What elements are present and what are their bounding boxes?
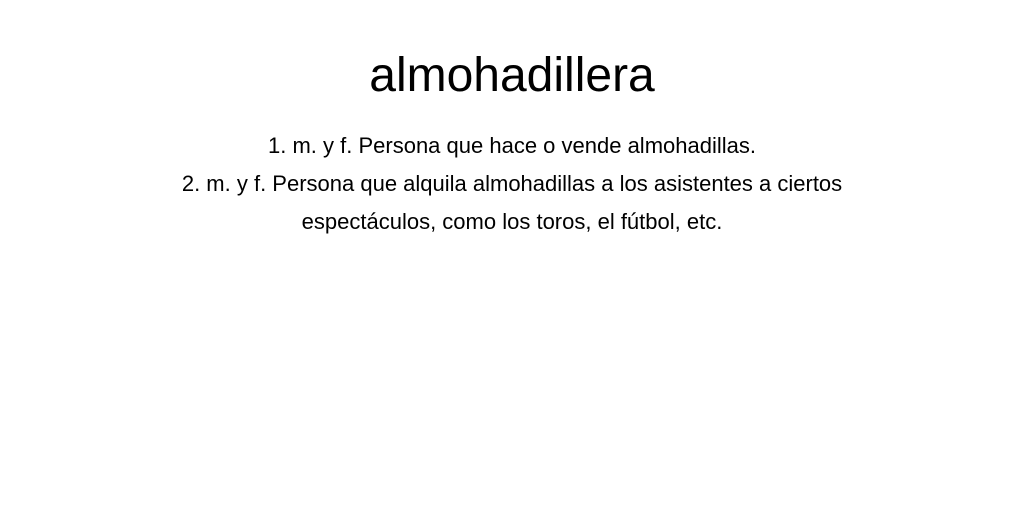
definition-1: 1. m. y f. Persona que hace o vende almohadillas. <box>268 133 756 158</box>
definitions-list <box>0 127 1024 241</box>
definition-2: 2. m. y f. Persona que alquila almohadillas a los asistentes a ciertos espectáculos, como los toros, el fútbol, etc. <box>181 171 843 234</box>
entry-term: almohadillera <box>369 49 655 102</box>
